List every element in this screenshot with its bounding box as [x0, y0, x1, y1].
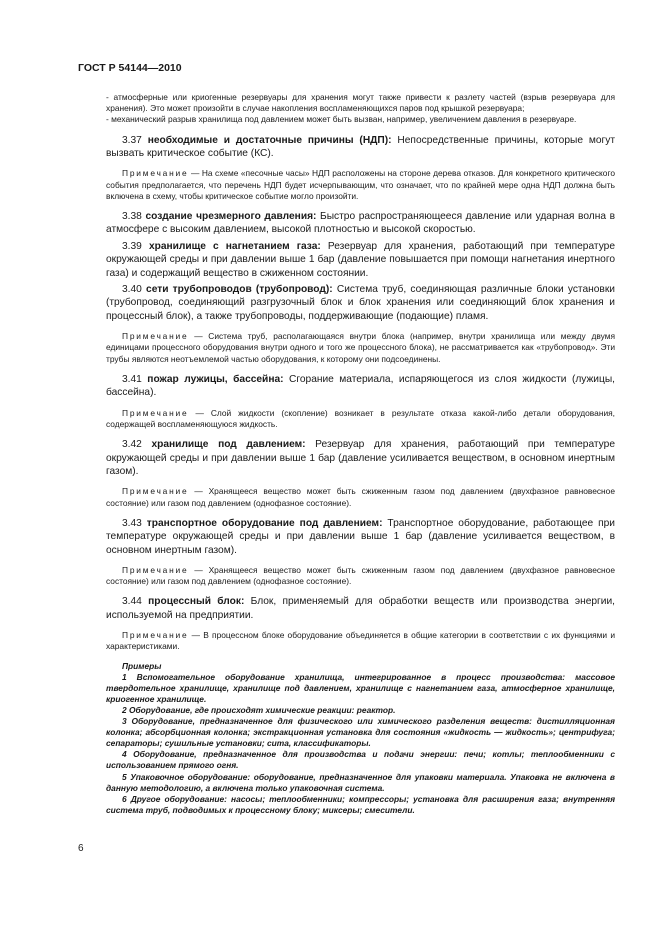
note-3-42	[106, 486, 615, 508]
definition-text: Сгорание материала, испаряющегося из слоя жидкости (лужицы, бассейна).	[106, 373, 615, 399]
note-text: — Хранящееся вещество может быть сжиженным газом под давлением (двухфазное равновесное состояние) или газом под давлением (однофазное состояние).	[106, 564, 615, 587]
note-label: Примечание	[122, 407, 189, 418]
definition-3-40	[106, 283, 615, 323]
examples-title: Примеры	[122, 660, 162, 671]
note-label: Примечание	[122, 168, 189, 179]
note-label: Примечание	[122, 486, 189, 497]
definition-text: Блок, применяемый для обработки веществ или производства энергии, используемой на предприятии.	[106, 596, 615, 621]
definition-number: 3.38	[122, 211, 142, 223]
definition-text: Резервуар для хранения, работающий при температуре окружающей среды и при давлении выше 1 бар (давление усиливается веществом, в основном инертным газом).	[106, 439, 615, 477]
page-number: 6	[78, 843, 84, 854]
note-text: — В процессном блоке оборудование объединяется в общие категории в соответствии с их функциями и характеристиками.	[106, 630, 615, 652]
document-header: ГОСТ Р 54144—2010	[78, 62, 182, 74]
definition-3-43	[106, 517, 615, 557]
note-text: — Система труб, располагающаяся внутри блока (например, внутри хранилища или между двумя единицами процессного оборудования внутри одного и того же процессного блока), не рассматривается как «трубопровод». Эти трубы являются неотъемлемой частью оборудования, к которому они подсоединены.	[106, 331, 615, 364]
definition-3-41	[106, 373, 615, 400]
definition-text: Непосредственные причины, которые могут вызвать критическое событие (КС).	[106, 134, 615, 160]
definition-number: 3.41	[122, 373, 142, 385]
definition-term: хранилище под давлением:	[151, 439, 306, 451]
definition-number: 3.42	[122, 439, 142, 451]
example-item: 4 Оборудование, предназначенное для производства и подачи энергии: печи; котлы; теплообменники с использованием прямого огня.	[106, 749, 615, 771]
definition-number: 3.37	[122, 134, 142, 146]
definition-text: Система труб, соединяющая различные блоки установки (трубопровод, соединяющий разгрузочный блок и блок хранения или соединяющий блок хранения и процессный блок), а также трубопроводы, поддерживающие (подающие) пламя.	[106, 284, 615, 322]
note-text: — Хранящееся вещество может быть сжиженным газом под давлением (двухфазное равновесное состояние) или газом под давлением (однофазное состояние).	[106, 486, 615, 508]
definition-term: необходимые и достаточные причины (НДП):	[147, 134, 392, 146]
definition-number: 3.43	[122, 517, 142, 529]
note-3-41	[106, 408, 615, 430]
note-text: — Слой жидкости (скопление) возникает в результате отказа какой-либо детали оборудования, содержащей воспламеняющуюся жидкость.	[106, 407, 615, 429]
definition-3-37	[106, 134, 615, 161]
page-content	[106, 92, 615, 816]
definition-3-44	[106, 595, 615, 622]
definition-3-38	[106, 210, 615, 237]
definition-text: Быстро распространяющееся давление или ударная волна в атмосфере с высоким давлением, высокой плотностью и высокой скоростью.	[106, 211, 615, 236]
example-item: 6 Другое оборудование: насосы; теплообменники; компрессоры; установка для расширения газа; внутренняя система труб, подводимых к процессному блоку; миксеры; смесители.	[106, 793, 615, 815]
example-item: 3 Оборудование, предназначенное для физического или химического разделения веществ: дистилляционная колонка; абсорбционная колонка; экстракционная установка для состояния «жидкость — жидкость»; центрифуга; сепараторы; сушильные установки; сита, классификаторы.	[106, 716, 615, 749]
definition-term: пожар лужицы, бассейна:	[147, 373, 284, 385]
note-label: Примечание	[122, 331, 189, 342]
example-item: 5 Упаковочное оборудование: оборудование, предназначенное для упаковки материала. Упаковка не включена в данную методологию, а включена только упаковочная система.	[106, 771, 615, 793]
note-3-44	[106, 630, 615, 652]
definition-number: 3.44	[122, 596, 142, 608]
note-text: — На схеме «песочные часы» НДП расположены на стороне дерева отказов. Для конкретного критического события предполагается, что перечень НДП будет исчерпывающим, что означает, что по крайней мере одна НДП должна быть включена в схему, чтобы критическое событие могло произойти.	[106, 168, 615, 201]
note-label: Примечание	[122, 564, 189, 575]
definition-3-42	[106, 438, 615, 478]
intro-item: - атмосферные или криогенные резервуары для хранения могут также привести к разлету частей (взрыв резервуара для хранения). Это может произойти в случае накопления воспламеняющихся паров под крышкой резервуара;	[106, 92, 615, 114]
example-item: 2 Оборудование, где происходят химические реакции: реактор.	[122, 704, 396, 715]
intro-item: - механический разрыв хранилища под давлением может быть вызван, например, увеличением давления в резервуаре.	[106, 114, 577, 125]
note-3-43	[106, 565, 615, 587]
note-label: Примечание	[122, 630, 189, 641]
definition-term: хранилище с нагнетанием газа:	[148, 240, 321, 252]
definition-term: транспортное оборудование под давлением:	[146, 517, 383, 529]
example-item: 1 Вспомогательное оборудование хранилища, интегрированное в процесс производства: массовое твердотельное хранилище, хранилище под давлением, хранилище с нагнетанием газа, атмосферное хранилище, криогенное хранилище.	[106, 671, 615, 704]
definition-term: сети трубопроводов (трубопровод):	[146, 284, 333, 296]
note-3-40	[106, 331, 615, 365]
definition-text: Транспортное оборудование, работающее при температуре окружающей среды и при давлении выше 1 бар (давление усиливается веществом, в основном инертным газом).	[106, 517, 615, 556]
definition-term: создание чрезмерного давления:	[145, 211, 317, 223]
definition-term: процессный блок:	[148, 596, 245, 608]
definition-number: 3.39	[122, 240, 142, 252]
note-3-37	[106, 168, 615, 202]
definition-text: Резервуар для хранения, работающий при температуре окружающей среды и при давлении выше 1 бар (давление повышается при помощи нагнетания инертного газа) и содержащий вещество в сжиженном состоянии.	[106, 240, 615, 279]
definition-number: 3.40	[122, 284, 142, 296]
definition-3-39	[106, 240, 615, 280]
